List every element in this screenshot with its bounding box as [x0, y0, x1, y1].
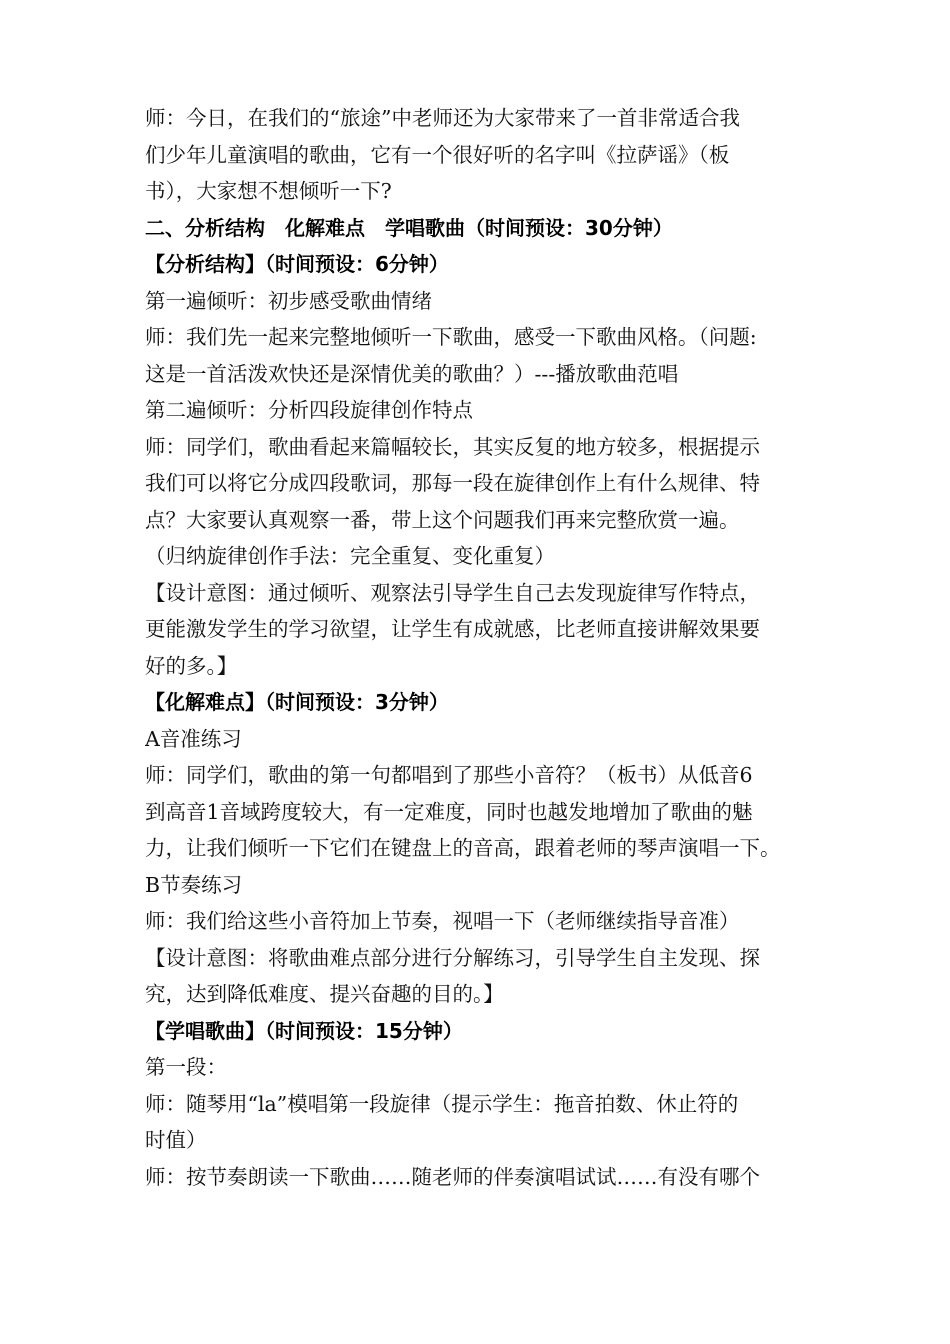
text-line: A音准练习: [145, 726, 242, 751]
text-line: 时值）: [145, 1128, 207, 1152]
text-line: B节奏练习: [145, 872, 243, 897]
document-body: [145, 100, 835, 1195]
text-line: 【设计意图：将歌曲难点部分进行分解练习，引导学生自主发现、探: [145, 945, 760, 970]
text-line: 师：我们给这些小音符加上节奏，视唱一下（老师继续指导音准）: [145, 909, 740, 933]
section-heading: 二、分析结构 化解难点 学唱歌曲（时间预设：30分钟）: [145, 215, 673, 240]
text-line: 师：今日，在我们的“旅途”中老师还为大家带来了一首非常适合我: [145, 106, 740, 130]
text-line: 书），大家想不想倾听一下?: [145, 179, 392, 203]
text-line: 师：随琴用“la”模唱第一段旋律（提示学生：拖音拍数、休止符的: [145, 1091, 739, 1116]
text-line: 【设计意图：通过倾听、观察法引导学生自己去发现旋律写作特点，: [145, 580, 760, 605]
text-line: 师：我们先一起来完整地倾听一下歌曲，感受一下歌曲风格。（问题:: [145, 325, 757, 349]
text-line: 到高音1音域跨度较大，有一定难度，同时也越发地增加了歌曲的魅: [145, 799, 753, 824]
text-line: 师：同学们，歌曲看起来篇幅较长，其实反复的地方较多，根据提示: [145, 434, 760, 459]
text-line: 更能激发学生的学习欲望，让学生有成就感，比老师直接讲解效果要: [145, 617, 760, 641]
text-line: 力，让我们倾听一下它们在键盘上的音高，跟着老师的琴声演唱一下。: [145, 836, 781, 860]
text-line: 好的多。】: [145, 653, 238, 678]
text-line: 第一段：: [145, 1055, 227, 1079]
text-line: 点？大家要认真观察一番，带上这个问题我们再来完整欣赏一遍。: [145, 507, 740, 532]
text-line: 这是一首活泼欢快还是深情优美的歌曲？）---播放歌曲范唱: [145, 361, 679, 386]
text-line: 第一遍倾听：初步感受歌曲情绪: [145, 288, 432, 313]
text-line: 我们可以将它分成四段歌词，那每一段在旋律创作上有什么规律、特: [145, 471, 760, 495]
section-heading: 【学唱歌曲】（时间预设：15分钟）: [145, 1018, 463, 1043]
text-line: 师：同学们，歌曲的第一句都唱到了那些小音符？（板书）从低音6: [145, 763, 753, 787]
text-line: （归纳旋律创作手法：完全重复、变化重复）: [145, 544, 555, 568]
text-line: 们少年儿童演唱的歌曲，它有一个很好听的名字叫《拉萨谣》（板: [145, 142, 730, 167]
section-heading: 【化解难点】（时间预设：3分钟）: [145, 690, 449, 714]
text-line: 师：按节奏朗读一下歌曲……随老师的伴奏演唱试试……有没有哪个: [145, 1164, 760, 1189]
text-line: 究，达到降低难度、提兴奋趣的目的。】: [145, 982, 504, 1006]
section-heading: 【分析结构】（时间预设：6分钟）: [145, 252, 449, 276]
text-line: 第二遍倾听：分析四段旋律创作特点: [145, 398, 473, 422]
